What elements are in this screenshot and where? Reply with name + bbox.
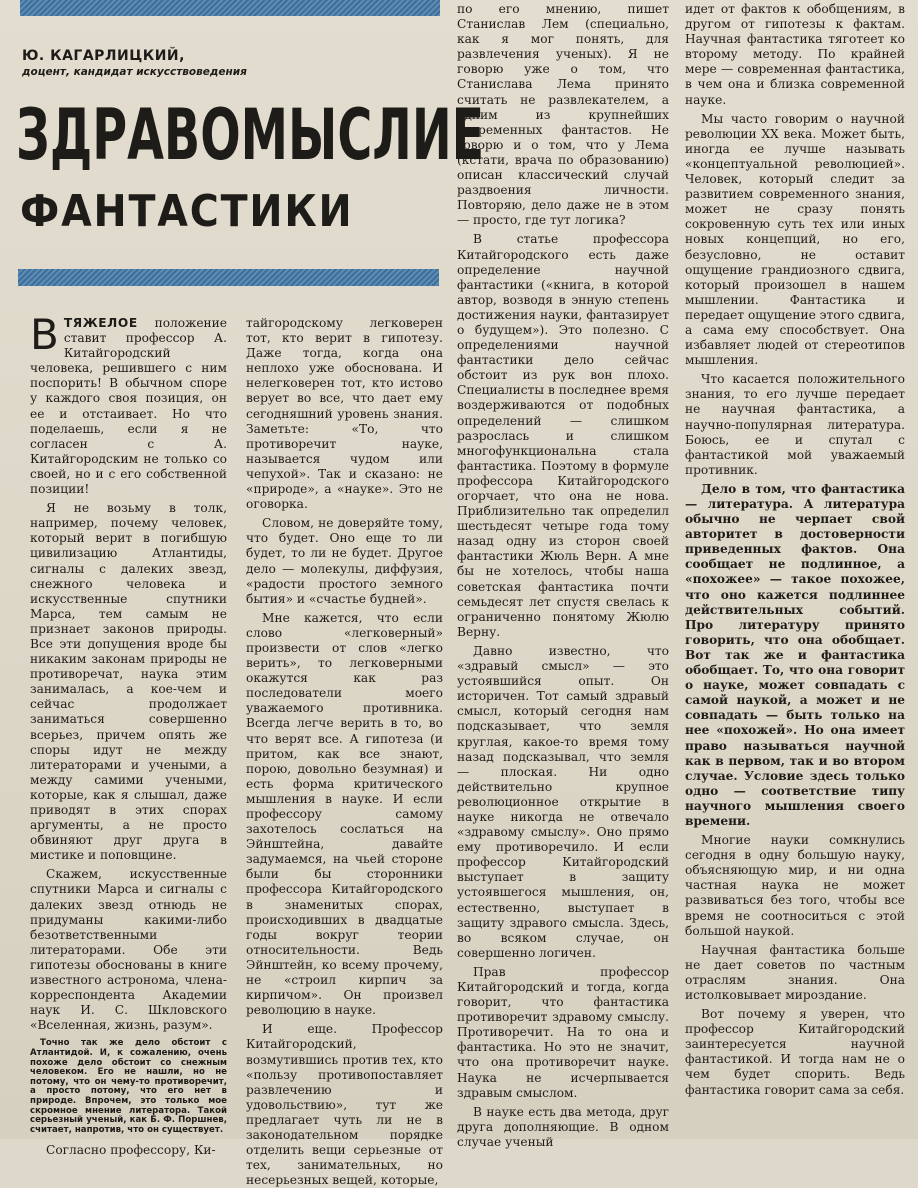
paragraph: Вот почему я уверен, что профессор Китайгородский заинтересуется научной фантастикой. И тогда нам не о чем будет спорить. Ведь фантастика говорит сама за себя. (685, 1007, 905, 1097)
paragraph: Словом, не доверяйте тому, что будет. Оно еще то ли будет, то ли не будет. Другое дело — молекулы, диффузия, «радости простого земного бытия» и «счастье будней». (246, 516, 443, 606)
paragraph: В статье профессора Китайгородского есть даже определение научной фантастики («книга, в которой автор, возводя в энную степень достижения науки, фантазирует о будущем»). Это полезно. С определениями научной фантастики дело сейчас обстоит из рук вон плохо. Специалисты в последнее время воздерживаются от подобных определений — слишком разрослась и слишком многофункциональна стала фантастика. Поэтому в формуле профессора Китайгородского огорчает, что она не нова. Приблизительно так определил шестьдесят четыре года тому назад одну из сторон своей фантастики Жюль Верн. А мне бы не хотелось, чтобы наша советская фантастика почти семьдесят лет спустя свелась к ограниченно понятому Жюлю Верну. (457, 232, 669, 639)
paragraph: Прав профессор Китайгородский и тогда, когда говорит, что фантастика противоречит здравому смыслу. Противоречит. На то она и фантастика. Но это не значит, что она противоречит науке. Наука не исчерпывается здравым смыслом. (457, 964, 669, 1100)
article-column-2 (246, 316, 443, 1188)
paragraph: Научная фантастика больше не дает советов по частным отраслям знания. Она истолковывает мироздание. (685, 942, 905, 1002)
paragraph: по его мнению, пишет Станислав Лем (специально, как я мог понять, для развлечения ученых). Я не говорю уже о том, что Станислава Лема принято считать не развлекателем, а одним из крупнейших современных фантастов. Не говорю и о том, что у Лема (кстати, врача по образованию) описан классический случай раздвоения личности. Повторяю, дело даже не в этом — просто, где тут логика? (457, 2, 669, 228)
paragraph: идет от фактов к обобщениям, в другом от гипотезы к фактам. Научная фантастика тяготеет ко второму методу. По крайней мере — современная фантастика, в чем она и близка современной науке. (685, 2, 905, 107)
paragraph: Дело в том, что фантастика — литература. А литература обычно не черпает свой авторитет в достоверности приведенных фактов. Она сообщает не подлинное, а «похожее» — такое похожее, что оно кажется подлиннее действительных событий. Про литературу принято говорить, что она обобщает. Вот так же и фантастика обобщает. То, что она говорит о науке, может совпадать с самой наукой, а может и не совпадать — быть только на нее «похожей». Но она имеет право называться научной как в первом, так и во втором случае. Условие здесь только одно — соответствие типу научного мышления своего времени. (685, 481, 905, 828)
paragraph: Мне кажется, что если слово «легковерный» произвести от слов «легко верить», то легковерными окажутся как раз последователи моего уважаемого противника. Всегда легче верить в то, во что верят все. А гипотеза (и притом, как все знают, порою, довольно безумная) и есть форма критического мышления в науке. И если профессору самому захотелось сослаться на Эйнштейна, давайте задумаемся, на чьей стороне были бы сторонники профессора Китайгородского в знаменитых спорах, происходивших в двадцатые годы вокруг теории относительности. Ведь Эйнштейн, ко всему прочему, не «строил кирпич за кирпичом». Он произвел революцию в науке. (246, 610, 443, 1018)
drop-cap: В (30, 310, 59, 359)
lead-caps: ТЯЖЕЛОЕ (63, 316, 138, 330)
paragraph: Давно известно, что «здравый смысл» — это устоявшийся опыт. Он историчен. Тот самый здравый смысл, который сегодня нам подсказывает, что земля круглая, какое-то время тому назад подсказывал, что земля — плоская. Ни одно действительно крупное революционное открытие в науке никогда не отвечало «здравому смыслу». Оно прямо ему противоречило. И если профессор Китайгородский выступает в защиту устоявшегося мышления, он, естественно, выступает в защиту здравого смысла. Здесь, во всяком случае, он совершенно логичен. (457, 643, 669, 960)
paragraph: Многие науки сомкнулись сегодня в одну большую науку, объясняющую мир, и ни одна частная наука не может развиваться без того, чтобы все время не соотноситься с этой большой наукой. (685, 833, 905, 938)
paragraph: Я не возьму в толк, например, почему человек, который верит в погибшую цивилизацию Атлантиды, сигналы с далеких звезд, снежного человека и искусственные спутники Марса, тем самым не признает законов природы. Все эти допущения вроде бы никаким законам природы не противоречат, наука этим занималась, а кое-чем и сейчас продолжает заниматься совершенно всерьез, причем опять же споры идут не между литераторами и учеными, а между самими учеными, которые, как я слышал, даже приводят в этих спорах аргументы, а не просто обвиняют друг друга в мистике и поповщине. (30, 501, 227, 863)
paragraph (30, 310, 227, 497)
author-name: Ю. КАГАРЛИЦКИЙ, (22, 48, 185, 64)
paragraph: тайгородскому легковерен тот, кто верит в гипотезу. Даже тогда, когда она неплохо уже обоснована. И нелегковерен тот, кто истово верует во все, что дает ему сегодняшний уровень знания. Заметьте: «То, что противоречит науке, называется чудом или чепухой». Так и сказано: не «природе», а «науке». Это не оговорка. (246, 316, 443, 512)
paragraph: И еще. Профессор Китайгородский, возмутившись против тех, кто «пользу противопоставляет развлечению и удовольствию», тут же предлагает чуть ли не в законодательном порядке отделить вещи серьезные от тех, занимательных, но несерьезных вещей, которые, (246, 1022, 443, 1188)
paragraph: Мы часто говорим о научной революции XX века. Может быть, иногда ее лучше называть «концептуальной революцией». Человек, который следит за развитием современного знания, может не сразу понять сокровенную суть тех или иных новых концепций, но его, безусловно, не оставит ощущение грандиозного сдвига, который произошел в нашем мышлении. Фантастика и передает ощущение этого сдвига, а сама ему способствует. Она избавляет людей от стереотипов мышления. (685, 111, 906, 368)
decorative-band-under-title (18, 269, 439, 286)
author-credentials: доцент, кандидат искусствоведения (22, 66, 247, 78)
small-print-note: Точно так же дело обстоит с Атлантидой. И, к сожалению, очень похоже дело обстоит со снежным человеком. Его не нашли, но не потому, что он чему-то противоречит, а просто потому, что его нет в природе. Впрочем, это только мое скромное мнение литератора. Такой серьезный ученый, как Б. Ф. Поршнев, считает, напротив, что он существует. (30, 1038, 227, 1135)
article-column-3 (457, 2, 669, 1149)
paragraph: Что касается положительного знания, то его лучше передает не научная фантастика, а научно-популярная литература. Боюсь, ее и спутал с фантастикой мой уважаемый противник. (685, 372, 905, 477)
article-column-4 (685, 2, 905, 1136)
paragraph-text: положение ставит профессор А. Китайгородский человека, решившего с ним поспорить! В обычном споре у каждого своя позиция, он ее и отстаивает. Но что поделаешь, если я не согласен с А. Китайгородским не только со своей, но и с его собственной позиции! (30, 316, 227, 497)
headline-line-1: ЗДРАВОМЫСЛИЕ (16, 94, 485, 176)
article-column-1 (30, 310, 227, 1158)
paragraph: В науке есть два метода, друг друга дополняющие. В одном случае ученый (457, 1104, 669, 1149)
paragraph: Скажем, искусственные спутники Марса и сигналы с далеких звезд отнюдь не придуманы какими-либо безответственными литераторами. Обе эти гипотезы обоснованы в книге известного астронома, члена-корреспондента Академии наук И. С. Шкловского «Вселенная, жизнь, разум». (30, 867, 227, 1033)
decorative-band-top (20, 0, 440, 16)
headline-line-2: ФАНТАСТИКИ (20, 186, 354, 237)
paragraph: Согласно профессору, Ки- (46, 1143, 216, 1158)
